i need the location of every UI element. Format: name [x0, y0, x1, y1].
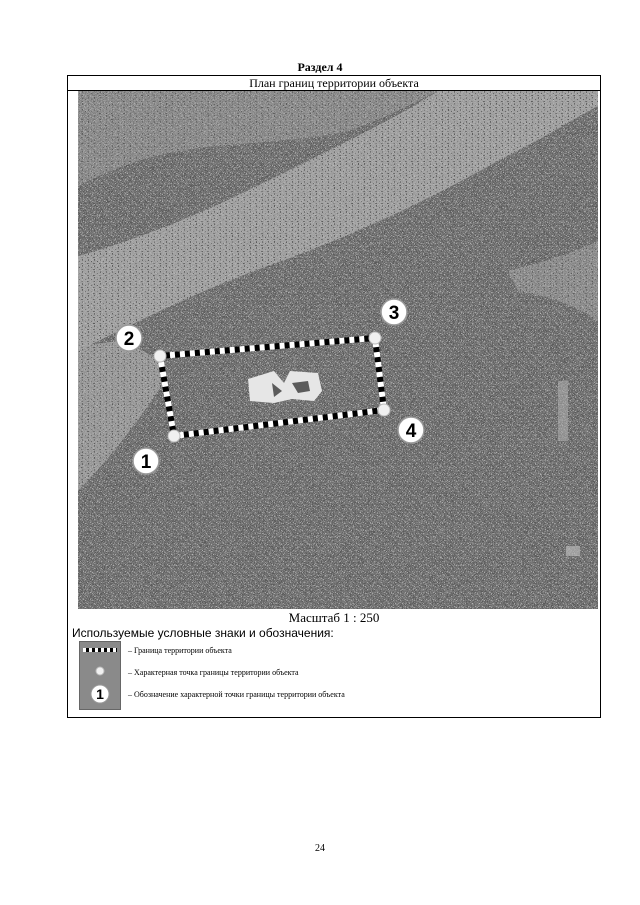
legend-item-boundary: – Граница территории объекта	[128, 646, 232, 655]
boundary-point-4	[378, 404, 390, 416]
svg-text:3: 3	[388, 303, 400, 324]
point-label-icon	[91, 685, 109, 703]
legend-item-point-label: – Обозначение характерной точки границы территории объекта	[128, 690, 345, 699]
point-label-4	[398, 417, 424, 443]
boundary-point-icon	[96, 667, 104, 675]
boundary-point-3	[369, 332, 381, 344]
section-title: Раздел 4	[297, 60, 343, 74]
svg-text:1: 1	[96, 686, 104, 702]
plan-title: План границ территории объекта	[68, 76, 600, 91]
page-number: 24	[315, 843, 325, 854]
boundary-point-2	[154, 350, 166, 362]
point-label-1	[133, 448, 159, 474]
point-label-2	[116, 325, 142, 351]
svg-text:1: 1	[140, 452, 152, 473]
map-svg	[78, 91, 598, 609]
map-scale: Масштаб 1 : 250	[288, 610, 380, 625]
aerial-map	[78, 91, 598, 609]
point-label-3	[381, 299, 407, 325]
legend-item-boundary-point: – Характерная точка границы территории объекта	[128, 668, 299, 677]
boundary-point-1	[168, 430, 180, 442]
svg-text:2: 2	[123, 329, 135, 350]
map-grain	[78, 91, 598, 609]
plan-frame	[67, 75, 601, 718]
legend-heading: Используемые условные знаки и обозначения:	[72, 626, 334, 640]
legend-sample	[79, 641, 121, 710]
svg-text:4: 4	[405, 421, 417, 442]
